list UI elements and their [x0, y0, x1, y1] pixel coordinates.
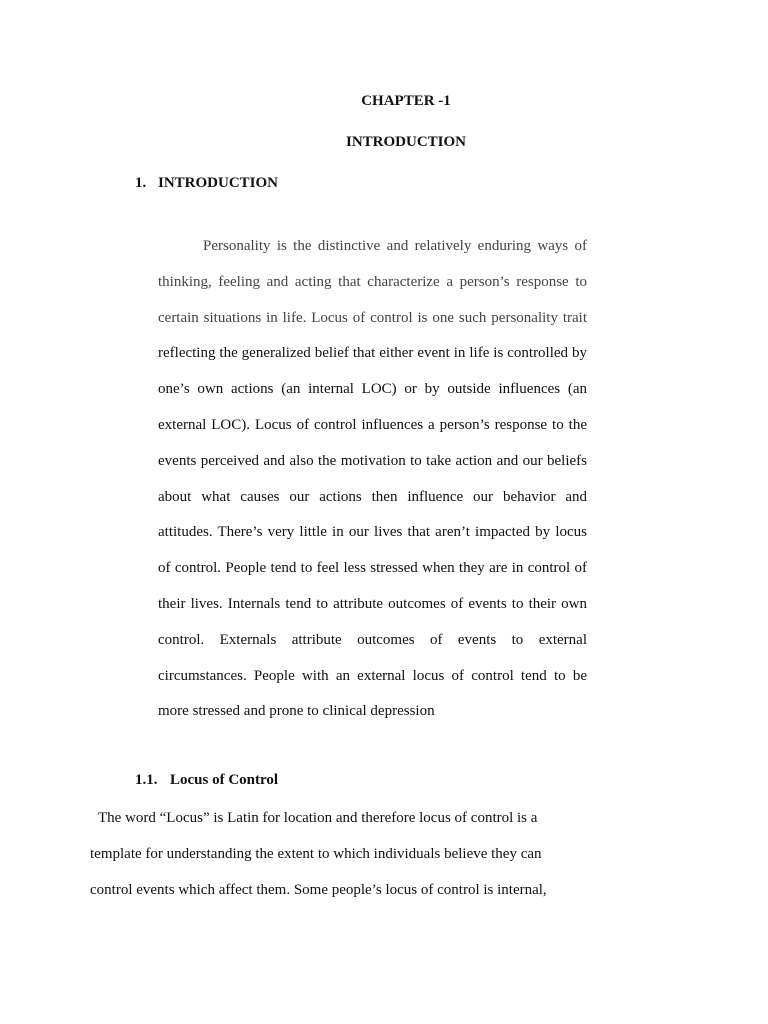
paragraph-line: their lives. Internals tend to attribute outcomes of events to their own: [158, 595, 587, 612]
paragraph-line: of control. People tend to feel less stressed when they are in control of: [158, 560, 587, 577]
chapter-title: CHAPTER -1: [361, 93, 451, 109]
paragraph-line: external LOC). Locus of control influences a person’s response to the: [158, 416, 587, 433]
section-number: 1.: [135, 175, 147, 191]
paragraph-line: certain situations in life. Locus of control is one such personality trait: [158, 309, 587, 326]
section-heading-introduction: [135, 175, 278, 192]
section-title: Locus of Control: [170, 772, 279, 788]
section-number: 1.1.: [135, 772, 158, 788]
paragraph-line: one’s own actions (an internal LOC) or by outside influences (an: [158, 381, 587, 398]
introduction-paragraph: [158, 236, 587, 737]
locus-paragraph: [90, 808, 610, 915]
paragraph-line: control events which affect them. Some people’s locus of control is internal,: [90, 881, 547, 898]
paragraph-line: reflecting the generalized belief that either event in life is controlled by: [158, 345, 587, 362]
paragraph-line: thinking, feeling and acting that characterize a person’s response to: [158, 273, 587, 290]
paragraph-line: template for understanding the extent to which individuals believe they can: [90, 845, 542, 862]
paragraph-line: control. Externals attribute outcomes of events to external: [158, 631, 587, 648]
section-heading-locus-of-control: [135, 772, 278, 789]
paragraph-line: attitudes. There’s very little in our lives that aren’t impacted by locus: [158, 524, 587, 541]
paragraph-line: Personality is the distinctive and relatively enduring ways of: [203, 238, 587, 254]
paragraph-line: events perceived and also the motivation to take action and our beliefs: [158, 452, 587, 469]
paragraph-line: about what causes our actions then influence our behavior and: [158, 488, 587, 505]
paragraph-line: more stressed and prone to clinical depression: [158, 703, 435, 720]
paragraph-line: circumstances. People with an external locus of control tend to be: [158, 667, 587, 684]
paragraph-line: The word “Locus” is Latin for location and therefore locus of control is a: [98, 810, 538, 826]
section-title: INTRODUCTION: [158, 175, 279, 191]
introduction-title: INTRODUCTION: [345, 134, 466, 150]
